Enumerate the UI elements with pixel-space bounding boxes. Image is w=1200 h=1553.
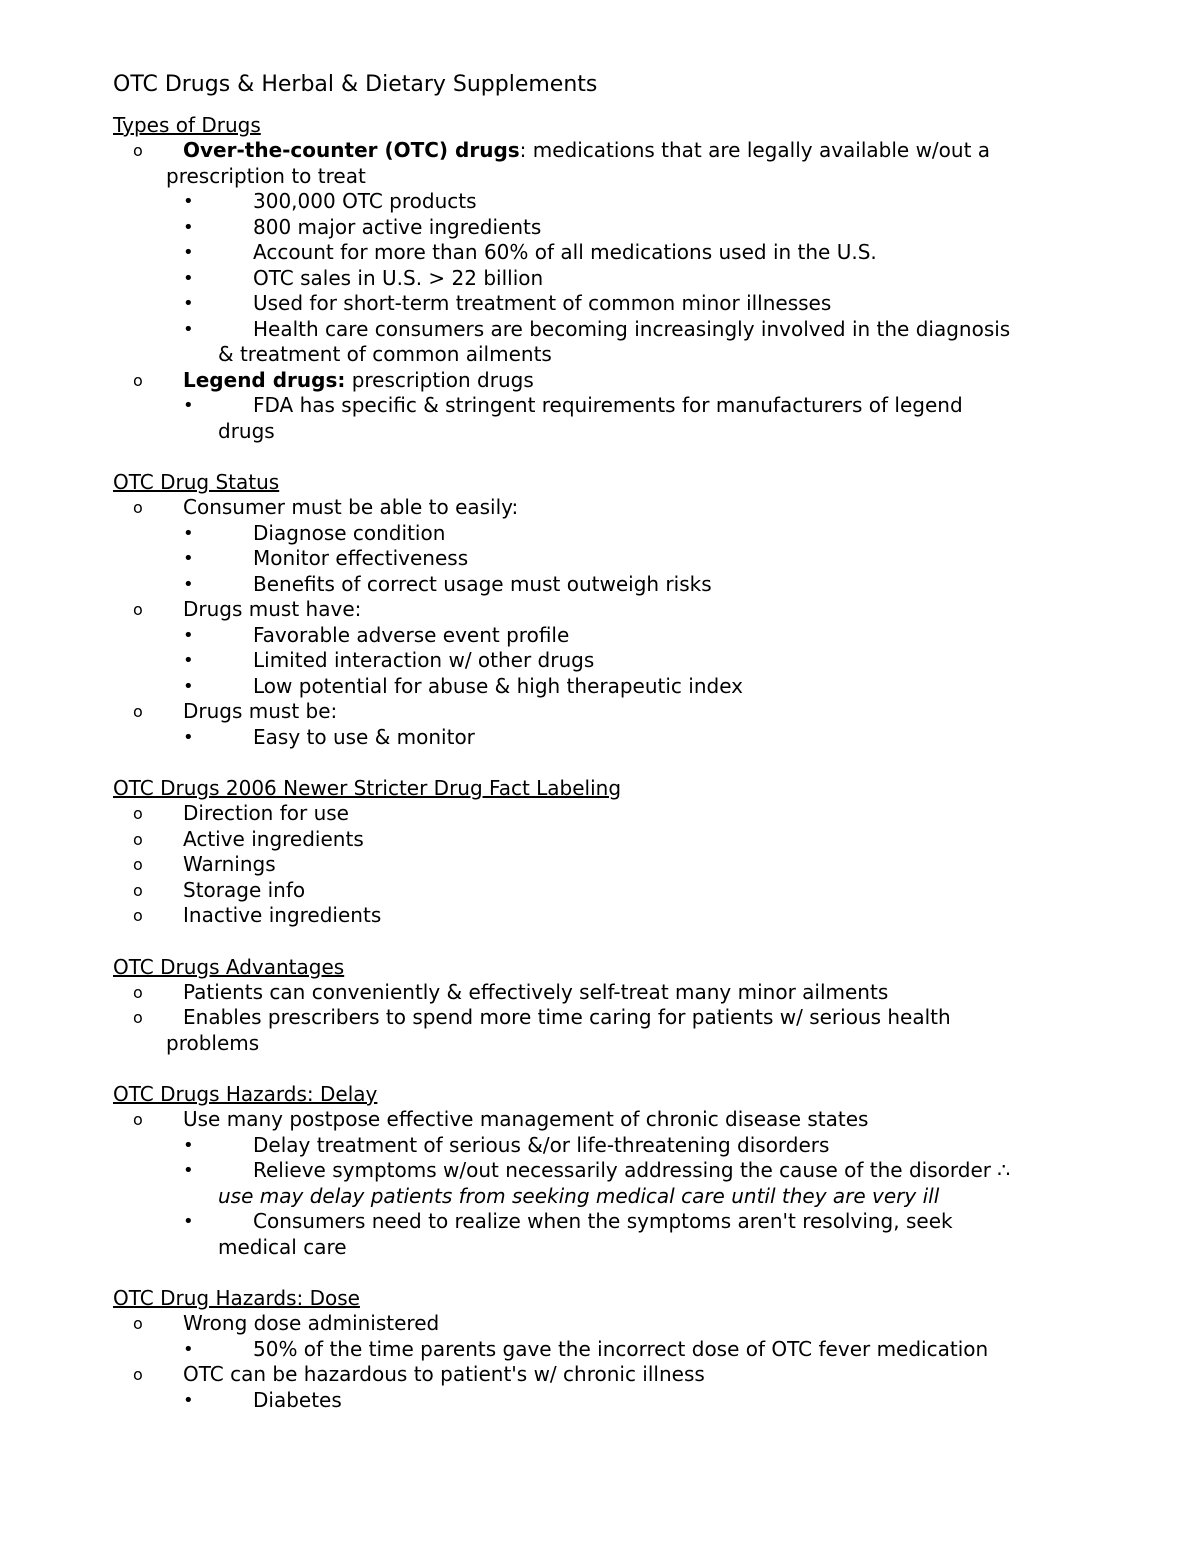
bullet-icon: • <box>183 650 194 671</box>
bullet-icon: • <box>183 1338 194 1360</box>
sub-list-item: • Account for more than 60% of all medications used in the U.S. <box>183 240 877 264</box>
list-item: o Inactive ingredients <box>133 903 382 927</box>
list-item: o Storage info <box>133 877 306 902</box>
circle-bullet-icon: o <box>133 855 143 874</box>
list-item: o Warnings <box>133 852 276 876</box>
circle-bullet-icon: o <box>133 141 143 160</box>
bullet-icon: • <box>183 191 194 212</box>
circle-bullet-icon: o <box>133 1314 143 1333</box>
sub-list-item: • 300,000 OTC products <box>183 189 477 213</box>
sub-list-item: • 50% of the time parents gave the incorrect dose of OTC fever medication <box>183 1336 989 1361</box>
list-item: o Consumer must be able to easily: <box>133 495 519 519</box>
circle-bullet-icon: o <box>133 1365 143 1384</box>
bullet-icon: • <box>183 1389 194 1411</box>
sub-list-item: • Diabetes <box>183 1387 342 1412</box>
list-item: o Direction for use <box>133 801 349 825</box>
bullet-icon: • <box>183 318 194 340</box>
section-heading: OTC Drugs Hazards: Delay <box>113 1082 378 1106</box>
circle-bullet-icon: o <box>133 600 143 619</box>
bullet-icon: • <box>183 1211 194 1232</box>
list-item: o Legend drugs: prescription drugs <box>133 367 534 392</box>
section-types-of-drugs <box>113 112 1083 444</box>
circle-bullet-icon: o <box>133 498 143 517</box>
sub-list-item: • 800 major active ingredients <box>183 214 542 239</box>
bullet-icon: • <box>183 624 194 646</box>
bullet-icon: • <box>183 548 194 569</box>
section-otc-drug-status <box>113 469 1083 750</box>
sub-list-item: • OTC sales in U.S. > 22 billion <box>183 265 544 290</box>
section-heading: OTC Drug Hazards: Dose <box>113 1286 360 1310</box>
section-drug-fact-labeling <box>113 775 1083 929</box>
circle-bullet-icon: o <box>133 370 143 390</box>
sub-list-item: • Consumers need to realize when the symptoms aren't resolving, seek medical care <box>183 1209 953 1259</box>
sub-list-item: • Delay treatment of serious &/or life-threatening disorders <box>183 1132 830 1157</box>
sub-list-item: • Low potential for abuse & high therapeutic index <box>183 673 743 698</box>
bullet-icon: • <box>183 293 194 314</box>
sub-list-item: • Benefits of correct usage must outweigh risks <box>183 571 712 596</box>
bullet-icon: • <box>183 267 194 289</box>
list-item: o Enables prescribers to spend more time caring for patients w/ serious health problems <box>133 1005 951 1055</box>
circle-bullet-icon: o <box>133 982 143 1002</box>
sub-list-item: • Diagnose condition <box>183 520 446 545</box>
section-hazards-dose <box>113 1285 1083 1413</box>
bullet-icon: • <box>183 1134 194 1156</box>
bullet-icon: • <box>183 726 194 748</box>
circle-bullet-icon: o <box>133 702 143 721</box>
sub-list-item: • Monitor effectiveness <box>183 546 469 570</box>
sub-list-item: • Favorable adverse event profile <box>183 622 570 647</box>
bullet-icon: • <box>183 522 194 544</box>
section-otc-advantages <box>113 954 1083 1057</box>
circle-bullet-icon: o <box>133 880 143 900</box>
bullet-icon: • <box>183 395 194 416</box>
bullet-icon: • <box>183 216 194 238</box>
section-hazards-delay <box>113 1081 1083 1260</box>
list-item: o Patients can conveniently & effectively self-treat many minor ailments <box>133 979 889 1004</box>
term: Legend drugs: <box>183 367 346 392</box>
section-heading: OTC Drug Status <box>113 470 280 494</box>
bullet-icon: • <box>183 675 194 697</box>
section-heading: OTC Drugs Advantages <box>113 954 345 979</box>
section-heading: Types of Drugs <box>113 113 261 137</box>
circle-bullet-icon: o <box>133 1110 143 1129</box>
sub-list-item: • Health care consumers are becoming increasingly involved in the diagnosis & treatment of common ailments <box>183 316 1011 366</box>
term: Over-the-counter (OTC) drugs <box>183 138 520 162</box>
sub-list-item: • FDA has specific & stringent requirements for manufacturers of legend drugs <box>183 393 963 443</box>
list-item: o OTC can be hazardous to patient's w/ chronic illness <box>133 1362 705 1386</box>
list-item: o Active ingredients <box>133 826 364 851</box>
bullet-icon: • <box>183 242 194 263</box>
sub-list-item: • Limited interaction w/ other drugs <box>183 648 595 672</box>
section-heading: OTC Drugs 2006 Newer Stricter Drug Fact Labeling <box>113 776 622 800</box>
list-item: o Drugs must have: <box>133 597 362 621</box>
sub-list-item: • Relieve symptoms w/out necessarily addressing the cause of the disorder ∴ use may delay patients from seeking medical care until they are very ill <box>183 1158 1011 1208</box>
document-page <box>113 70 1083 1413</box>
circle-bullet-icon: o <box>133 1008 143 1027</box>
list-item: o Drugs must be: <box>133 699 338 723</box>
bullet-icon: • <box>183 573 194 595</box>
list-item: o Over-the-counter (OTC) drugs: medications that are legally available w/out a prescription to treat <box>133 138 991 188</box>
list-item: o Use many postpose effective management of chronic disease states <box>133 1107 869 1131</box>
circle-bullet-icon: o <box>133 906 143 925</box>
circle-bullet-icon: o <box>133 829 143 849</box>
list-item: o Wrong dose administered <box>133 1311 440 1335</box>
sub-list-item: • Easy to use & monitor <box>183 724 475 749</box>
document-title: OTC Drugs & Herbal & Dietary Supplements <box>113 72 598 97</box>
circle-bullet-icon: o <box>133 804 143 823</box>
bullet-icon: • <box>183 1160 194 1181</box>
sub-list-item: • Used for short-term treatment of common minor illnesses <box>183 291 832 315</box>
